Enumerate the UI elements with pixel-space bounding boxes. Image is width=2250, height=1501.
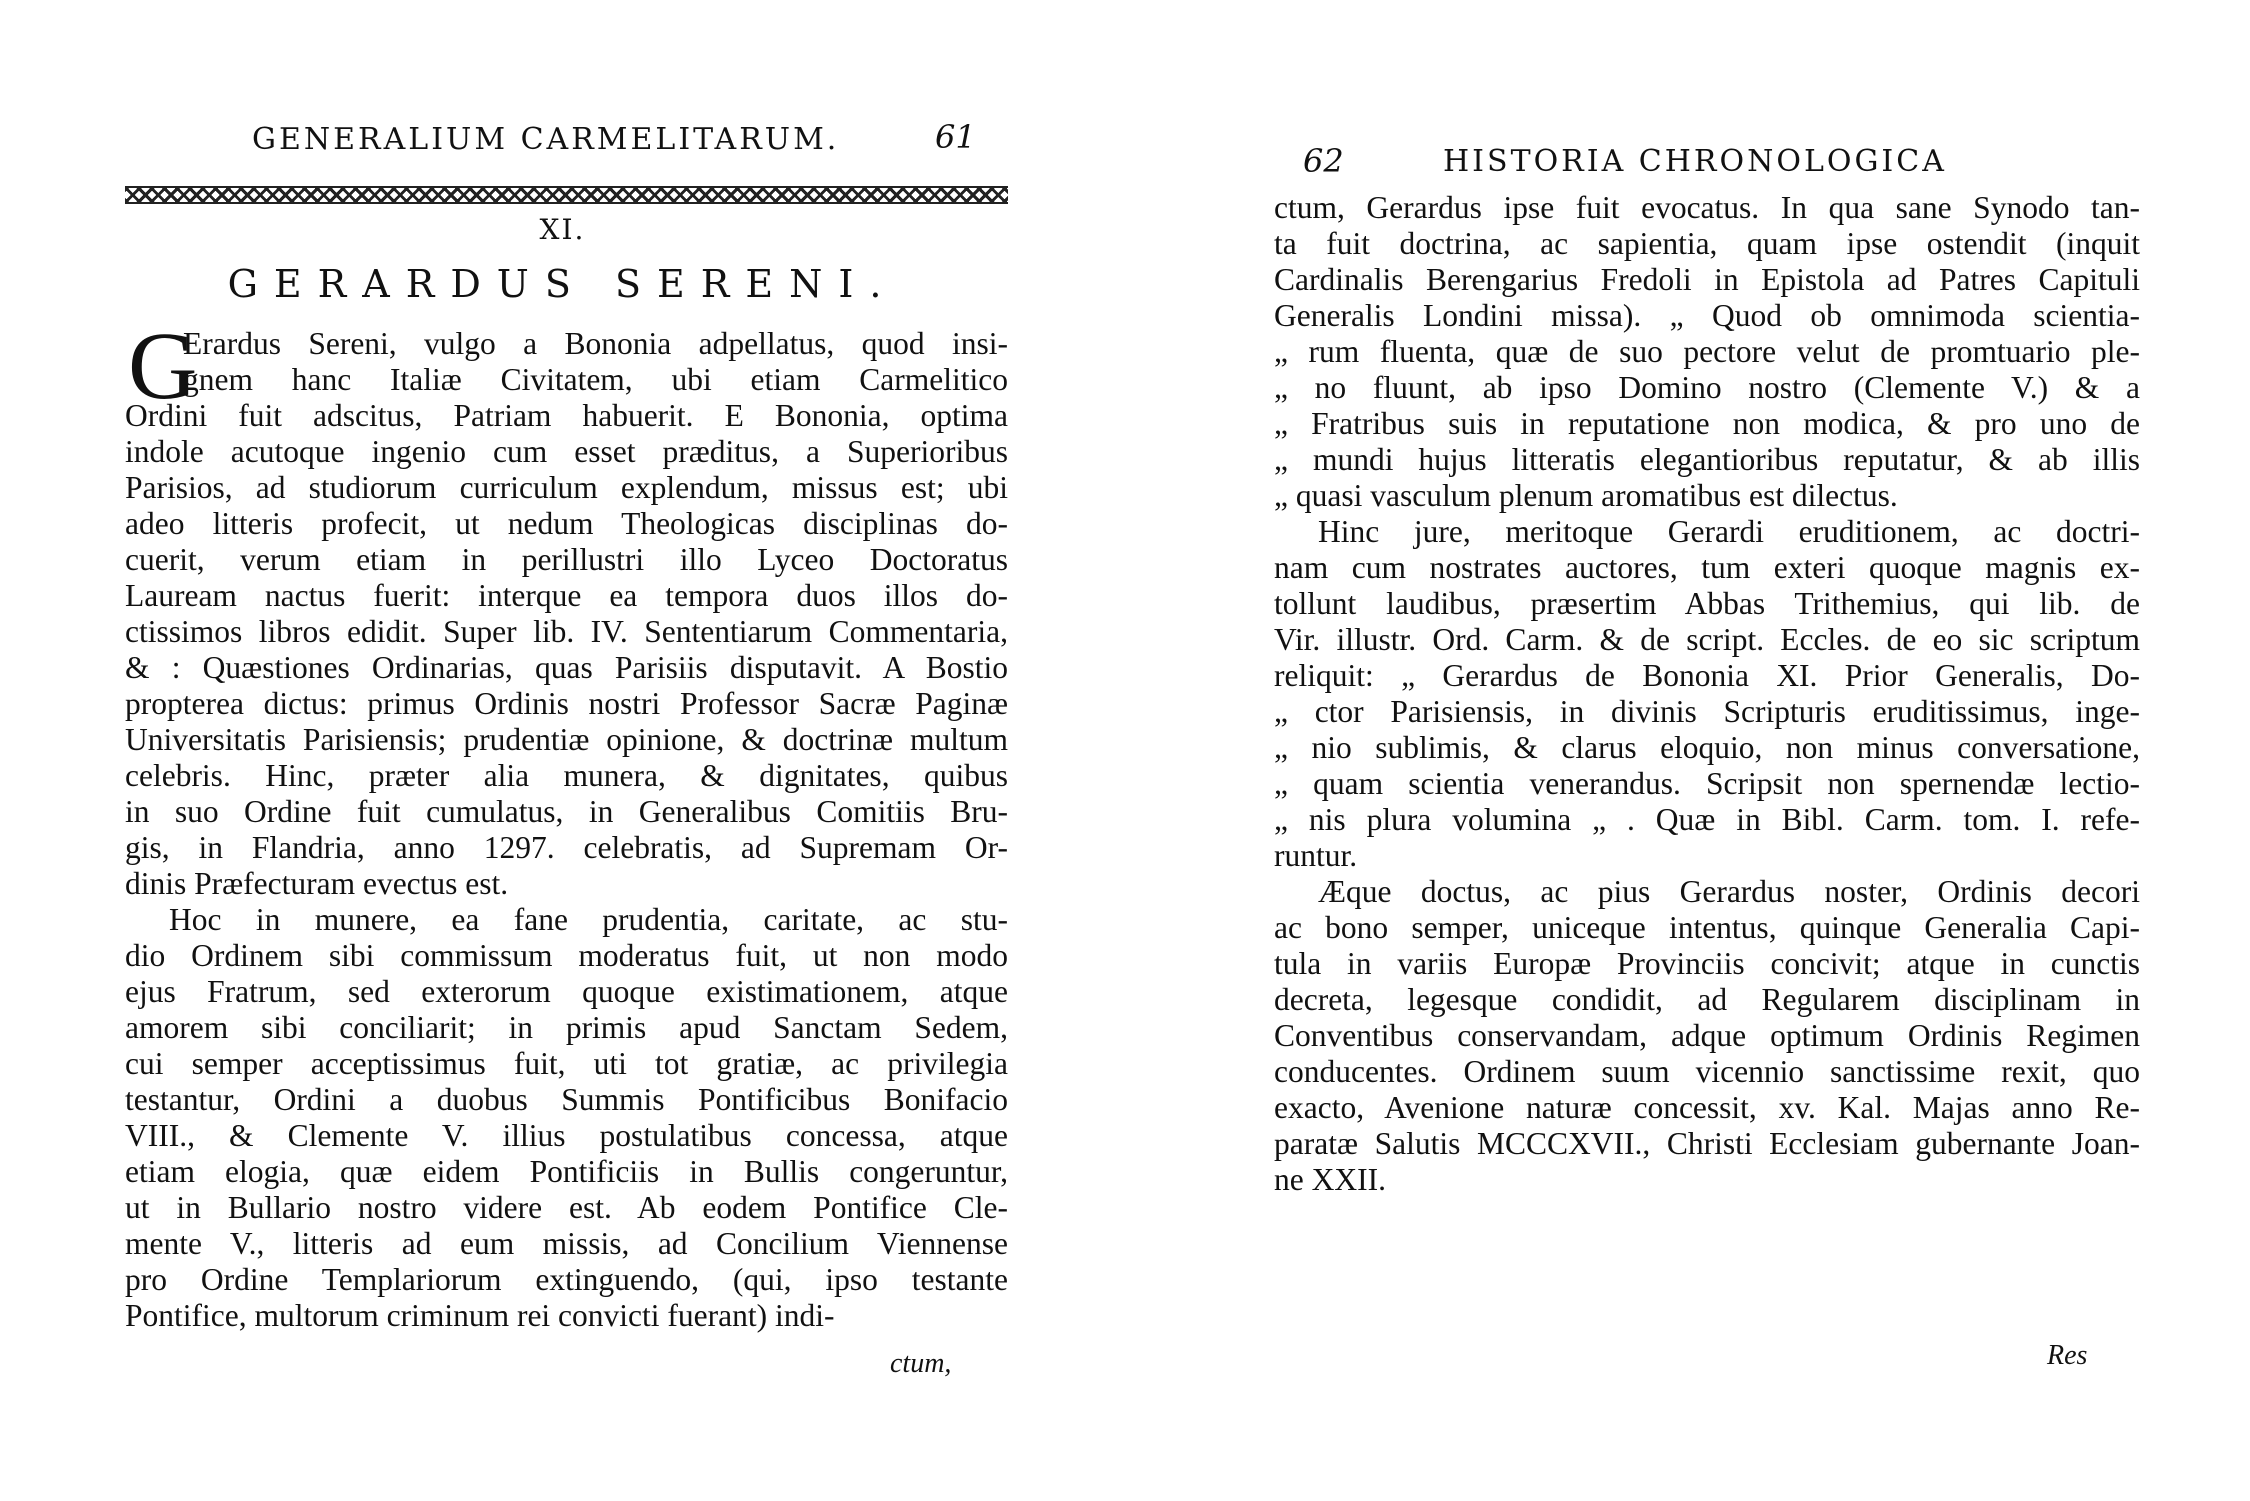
text-line: testantur, Ordini a duobus Summis Pontificibus Bonifacio: [125, 1082, 1008, 1117]
text-line: „ nis plura volumina „ . Quæ in Bibl. Carm. tom. I. refe-: [1274, 802, 2140, 837]
text-line: etiam elogia, quæ eidem Pontificiis in Bullis congeruntur,: [125, 1154, 1008, 1189]
text-line: nam cum nostrates auctores, tum exteri quoque magnis ex-: [1274, 550, 2140, 585]
paragraph-1: [125, 312, 1008, 902]
catchword: Res: [2047, 1340, 2088, 1371]
text-line: Universitatis Parisiensis; prudentiæ opinione, & doctrinæ multum: [125, 722, 1008, 757]
text-line: ne XXII.: [1274, 1162, 1386, 1197]
text-line: „ quasi vasculum plenum aromatibus est dilectus.: [1274, 478, 1898, 513]
text-line: ejus Fratrum, sed exterorum quoque existimationem, atque: [125, 974, 1008, 1009]
text-line: indole acutoque ingenio cum esset præditus, a Superioribus: [125, 434, 1008, 469]
text-line: ctum, Gerardus ipse fuit evocatus. In qua sane Synodo tan-: [1274, 190, 2140, 225]
ornamental-rule: [125, 186, 1008, 204]
text-line: Vir. illustr. Ord. Carm. & de script. Eccles. de eo sic scriptum: [1274, 622, 2140, 657]
text-line: paratæ Salutis MCCCXVII., Christi Ecclesiam gubernante Joan-: [1274, 1126, 2140, 1161]
catchword: ctum,: [890, 1348, 952, 1379]
text-line: Hinc jure, meritoque Gerardi eruditionem, ac doctri-: [1318, 514, 2140, 549]
text-line: mente V., litteris ad eum missis, ad Concilium Viennense: [125, 1226, 1008, 1261]
text-line: reliquit: „ Gerardus de Bononia XI. Prior Generalis, Do-: [1274, 658, 2140, 693]
chapter-title: GERARDUS SERENI.: [227, 262, 898, 306]
text-line: in suo Ordine fuit cumulatus, in Generalibus Comitiis Bru-: [125, 794, 1008, 829]
paragraph-3: [1274, 874, 2140, 1198]
text-line: decreta, legesque condidit, ad Regularem disciplinam in: [1274, 982, 2140, 1017]
text-line: Lauream nactus fuerit: interque ea tempora duos illos do-: [125, 578, 1008, 613]
page-number: 61: [935, 118, 976, 156]
page-number: 62: [1303, 142, 1344, 180]
text-line: exacto, Avenione naturæ concessit, xv. Kal. Majas anno Re-: [1274, 1090, 2140, 1125]
text-line: tula in variis Europæ Provinciis concivit; atque in cunctis: [1274, 946, 2140, 981]
text-line: Cardinalis Berengarius Fredoli in Epistola ad Patres Capituli: [1274, 262, 2140, 297]
text-line: „ no fluunt, ab ipso Domino nostro (Clemente V.) & a: [1274, 370, 2140, 405]
paragraph-1: [1274, 190, 2140, 514]
text-line: Ordini fuit adscitus, Patriam habuerit. E Bononia, optima: [125, 398, 1008, 433]
text-line: ut in Bullario nostro videre est. Ab eodem Pontifice Cle-: [125, 1190, 1008, 1225]
text-line: gis, in Flandria, anno 1297. celebratis, ad Supremam Or-: [125, 830, 1008, 865]
text-line: runtur.: [1274, 838, 1358, 873]
text-line: „ nio sublimis, & clarus eloquio, non minus conversatione,: [1274, 730, 2140, 765]
text-line: cuerit, verum etiam in perillustri illo Lyceo Doctoratus: [125, 542, 1008, 577]
paragraph-2: [125, 902, 1008, 1334]
text-line: conducentes. Ordinem suum vicennio sanctissime rexit, quo: [1274, 1054, 2140, 1089]
text-line: ctissimos libros edidit. Super lib. IV. Sententiarum Commentaria,: [125, 614, 1008, 649]
text-line: „ rum fluenta, quæ de suo pectore velut de promtuario ple-: [1274, 334, 2140, 369]
text-line: dinis Præfecturam evectus est.: [125, 866, 509, 901]
text-line: adeo litteris profecit, ut nedum Theologicas disciplinas do-: [125, 506, 1008, 541]
text-line: gnem hanc Italiæ Civitatem, ubi etiam Carmelitico: [183, 362, 1008, 397]
paragraph-2: [1274, 514, 2140, 874]
text-line: Erardus Sereni, vulgo a Bononia adpellatus, quod insi-: [183, 326, 1008, 361]
text-line: pro Ordine Templariorum extinguendo, (qui, ipso testante: [125, 1262, 1008, 1297]
right-page: [1125, 0, 2250, 1501]
text-line: Hoc in munere, ea fane prudentia, caritate, ac stu-: [169, 902, 1008, 937]
text-line: celebris. Hinc, præter alia munera, & dignitates, quibus: [125, 758, 1008, 793]
text-line: Conventibus conservandam, adque optimum Ordinis Regimen: [1274, 1018, 2140, 1053]
text-line: propterea dictus: primus Ordinis nostri Professor Sacræ Paginæ: [125, 686, 1008, 721]
chapter-number: XI.: [539, 213, 586, 246]
text-line: dio Ordinem sibi commissum moderatus fuit, ut non modo: [125, 938, 1008, 973]
text-line: Generalis Londini missa). „ Quod ob omnimoda scientia-: [1274, 298, 2140, 333]
text-line: „ ctor Parisiensis, in divinis Scripturis eruditissimus, inge-: [1274, 694, 2140, 729]
text-line: Æque doctus, ac pius Gerardus noster, Ordinis decori: [1318, 874, 2140, 909]
text-line: amorem sibi conciliarit; in primis apud Sanctam Sedem,: [125, 1010, 1008, 1045]
text-line: ta fuit doctrina, ac sapientia, quam ipse ostendit (inquit: [1274, 226, 2140, 261]
drop-cap: G: [128, 312, 198, 419]
text-line: „ Fratribus suis in reputatione non modica, & pro uno de: [1274, 406, 2140, 441]
running-head: GENERALIUM CARMELITARUM.: [252, 122, 840, 157]
text-line: „ mundi hujus litteratis elegantioribus reputatur, & ab illis: [1274, 442, 2140, 477]
text-line: & : Quæstiones Ordinarias, quas Parisiis disputavit. A Bostio: [125, 650, 1008, 685]
text-line: Parisios, ad studiorum curriculum explendum, missus est; ubi: [125, 470, 1008, 505]
text-line: Pontifice, multorum criminum rei convicti fuerant) indi-: [125, 1298, 835, 1333]
text-line: cui semper acceptissimus fuit, uti tot gratiæ, ac privilegia: [125, 1046, 1008, 1081]
text-line: VIII., & Clemente V. illius postulatibus concessa, atque: [125, 1118, 1008, 1153]
running-head: HISTORIA CHRONOLOGICA: [1443, 144, 1947, 179]
text-line: tollunt laudibus, præsertim Abbas Trithemius, qui lib. de: [1274, 586, 2140, 621]
text-line: ac bono semper, uniceque intentus, quinque Generalia Capi-: [1274, 910, 2140, 945]
text-line: „ quam scientia venerandus. Scripsit non spernendæ lectio-: [1274, 766, 2140, 801]
